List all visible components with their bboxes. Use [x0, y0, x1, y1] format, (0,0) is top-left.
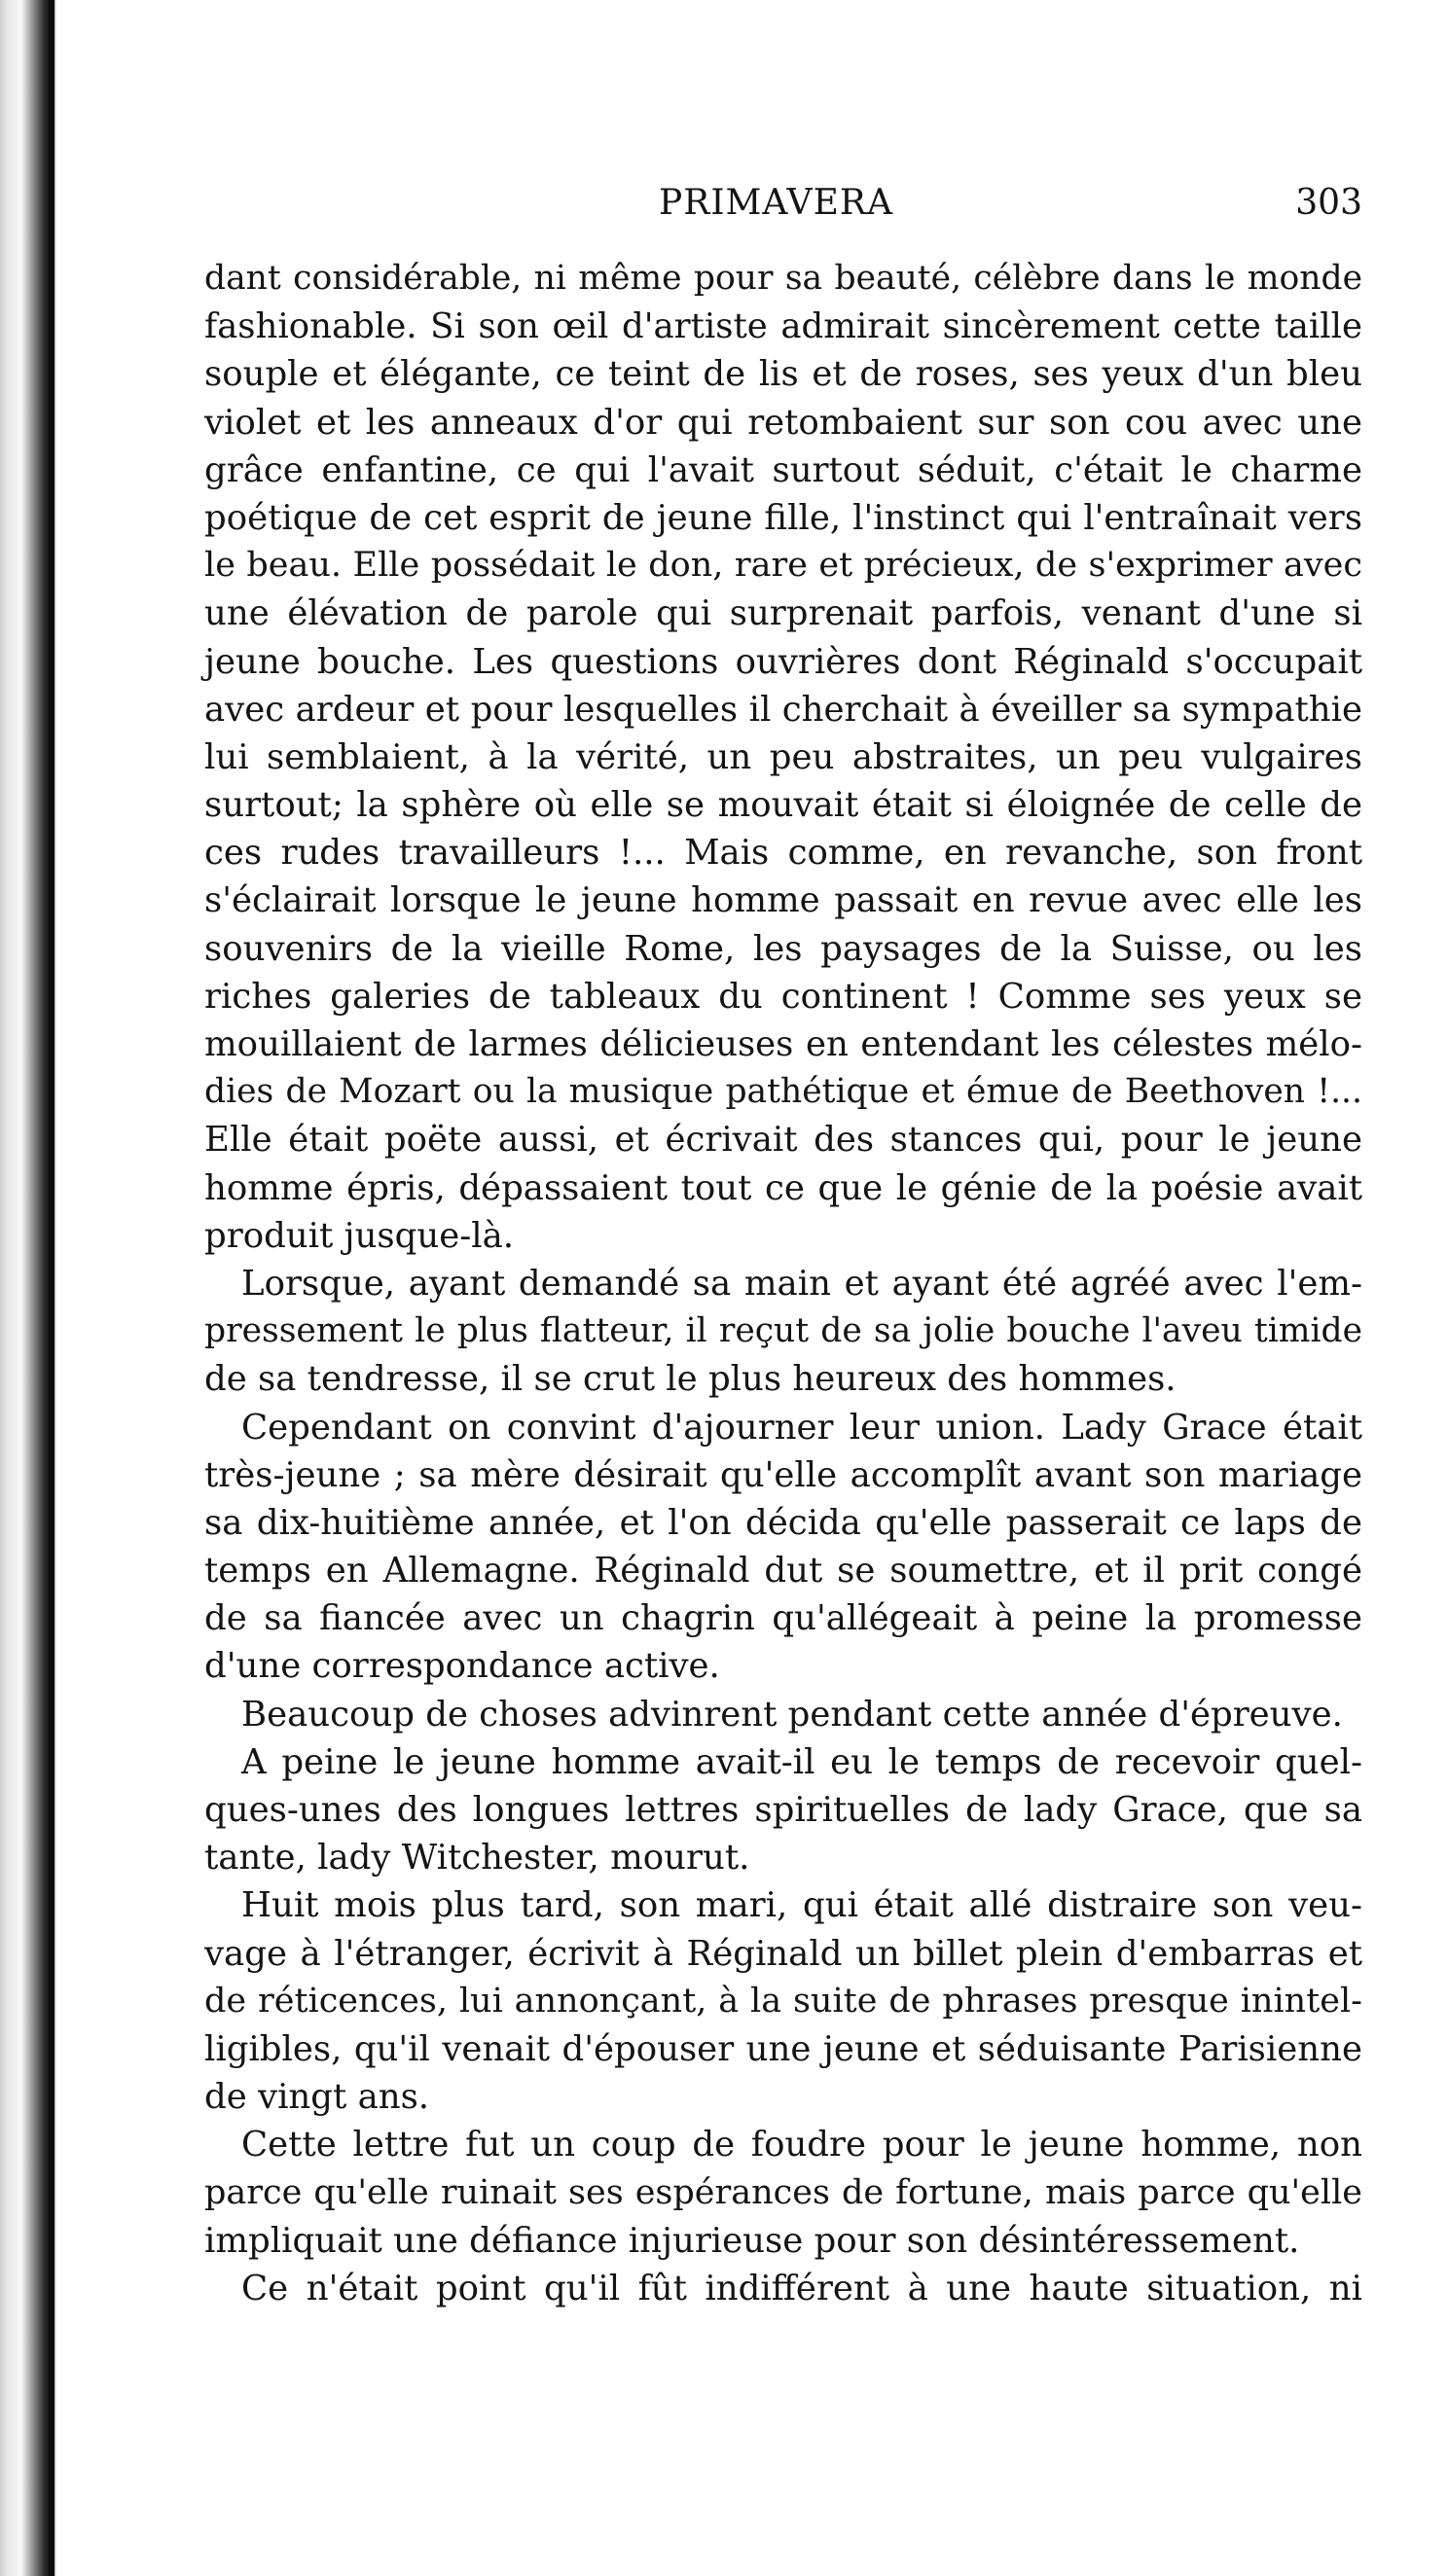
- text-line: de sa fiancée avec un chagrin qu'allégeait à peine la promesse: [204, 1598, 1362, 1639]
- text-line: A peine le jeune homme avait-il eu le temps de recevoir quel-: [241, 1741, 1362, 1782]
- text-line: pressement le plus flatteur, il reçut de sa jolie bouche l'aveu timide: [204, 1311, 1362, 1351]
- text-line: surtout; la sphère où elle se mouvait était si éloignée de celle de: [204, 785, 1362, 826]
- page-header: [204, 183, 1362, 232]
- page-number: 303: [1295, 183, 1362, 223]
- text-line: sa dix-huitième année, et l'on décida qu'elle passerait ce laps de: [204, 1502, 1362, 1543]
- text-line: Elle était poëte aussi, et écrivait des stances qui, pour le jeune: [204, 1120, 1362, 1161]
- text-line: Lorsque, ayant demandé sa main et ayant été agréé avec l'em-: [241, 1263, 1362, 1304]
- text-line: ligibles, qu'il venait d'épouser une jeune et séduisante Parisienne: [204, 2028, 1362, 2069]
- text-line: de vingt ans.: [204, 2077, 430, 2118]
- text-line: Ce n'était point qu'il fût indifférent à une haute situation, ni: [241, 2268, 1362, 2308]
- text-line: poétique de cet esprit de jeune fille, l'instinct qui l'entraînait vers: [204, 497, 1362, 538]
- text-line: impliquait une défiance injurieuse pour son désintéressement.: [204, 2220, 1300, 2261]
- text-line: grâce enfantine, ce qui l'avait surtout séduit, c'était le charme: [204, 449, 1362, 490]
- text-line: très-jeune ; sa mère désirait qu'elle accomplît avant son mariage: [204, 1454, 1362, 1495]
- text-line: jeune bouche. Les questions ouvrières dont Réginald s'occupait: [204, 641, 1362, 682]
- text-line: le beau. Elle possédait le don, rare et précieux, de s'exprimer avec: [204, 546, 1362, 586]
- text-line: fashionable. Si son œil d'artiste admirait sincèrement cette taille: [204, 306, 1362, 347]
- text-line: Cependant on convint d'ajourner leur union. Lady Grace était: [241, 1407, 1362, 1448]
- text-line: violet et les anneaux d'or qui retombaient sur son cou avec une: [204, 402, 1362, 443]
- text-line: dant considérable, ni même pour sa beauté, célèbre dans le monde: [204, 259, 1362, 298]
- text-line: temps en Allemagne. Réginald dut se soumettre, et il prit congé: [204, 1551, 1362, 1592]
- text-line: Huit mois plus tard, son mari, qui était allé distraire son veu-: [241, 1885, 1362, 1926]
- text-line: lui semblaient, à la vérité, un peu abstraites, un peu vulgaires: [204, 736, 1362, 777]
- text-line: de réticences, lui annonçant, à la suite de phrases presque inintel-: [204, 1981, 1362, 2021]
- text-line: riches galeries de tableaux du continent ! Comme ses yeux se: [204, 976, 1362, 1017]
- text-line: parce qu'elle ruinait ses espérances de fortune, mais parce qu'elle: [204, 2172, 1362, 2212]
- text-line: homme épris, dépassaient tout ce que le génie de la poésie avait: [204, 1167, 1362, 1208]
- book-gutter-line: [49, 0, 54, 2576]
- text-line: dies de Mozart ou la musique pathétique et émue de Beethoven !...: [204, 1072, 1362, 1112]
- text-line: une élévation de parole qui surprenait parfois, venant d'une si: [204, 593, 1362, 634]
- text-line: ces rudes travailleurs !... Mais comme, en revanche, son front: [204, 833, 1362, 874]
- text-line: tante, lady Witchester, mourut.: [204, 1838, 750, 1878]
- text-line: Beaucoup de choses advinrent pendant cette année d'épreuve.: [241, 1694, 1343, 1735]
- text-line: ques-unes des longues lettres spirituelles de lady Grace, que sa: [204, 1790, 1362, 1830]
- text-line: de sa tendresse, il se crut le plus heureux des hommes.: [204, 1359, 1176, 1400]
- text-line: d'une correspondance active.: [204, 1646, 720, 1687]
- text-line: mouillaient de larmes délicieuses en entendant les célestes mélo-: [204, 1024, 1362, 1064]
- text-line: produit jusque-là.: [204, 1215, 515, 1256]
- text-line: vage à l'étranger, écrivit à Réginald un billet plein d'embarras et: [204, 1933, 1362, 1974]
- text-line: avec ardeur et pour lesquelles il cherchait à éveiller sa sympathie: [204, 689, 1362, 730]
- text-line: souple et élégante, ce teint de lis et de roses, ses yeux d'un bleu: [204, 354, 1362, 395]
- text-line: souvenirs de la vieille Rome, les paysages de la Suisse, ou les: [204, 928, 1362, 969]
- text-line: Cette lettre fut un coup de foudre pour le jeune homme, non: [241, 2125, 1362, 2165]
- running-title: PRIMAVERA: [659, 183, 893, 223]
- text-line: s'éclairait lorsque le jeune homme passait en revue avec elle les: [204, 880, 1362, 921]
- body-text: [204, 255, 1362, 2312]
